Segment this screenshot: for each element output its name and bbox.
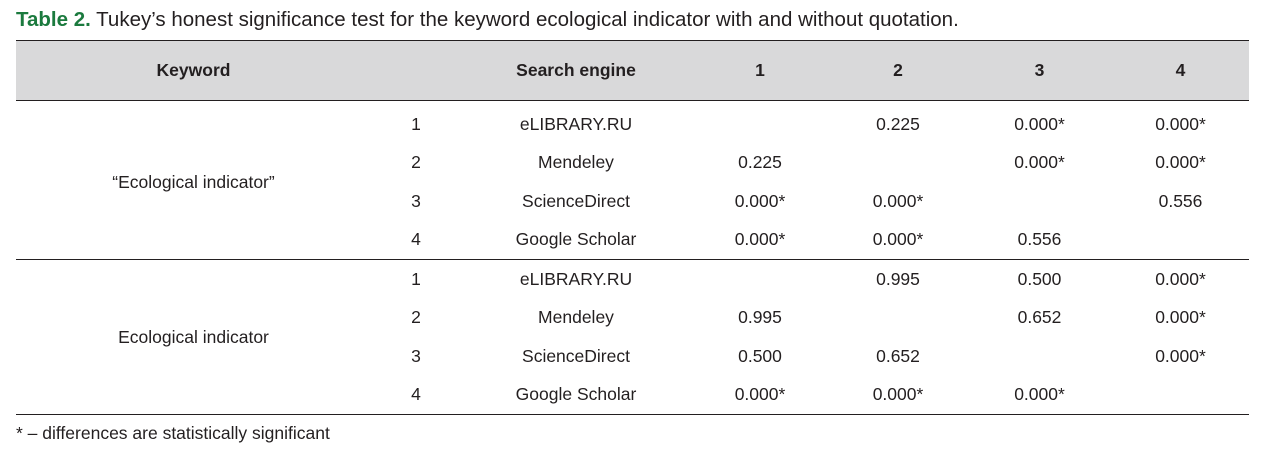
row-number: 1 bbox=[411, 268, 421, 289]
value-cell: 0.225 bbox=[876, 113, 920, 134]
row-number: 2 bbox=[411, 152, 421, 173]
header-blank bbox=[371, 41, 461, 101]
row-number: 3 bbox=[411, 190, 421, 211]
value-cell bbox=[829, 299, 967, 338]
value-cell: 0.000* bbox=[691, 221, 829, 260]
header-col-1: 1 bbox=[691, 41, 829, 101]
value-cell: 0.000* bbox=[734, 190, 786, 211]
value-cell bbox=[967, 182, 1112, 221]
table-caption bbox=[16, 6, 959, 34]
value-cell: 0.500 bbox=[1017, 268, 1062, 289]
caption-label: Table 2. bbox=[16, 8, 91, 31]
value-cell bbox=[691, 101, 829, 144]
row-number: 3 bbox=[411, 345, 421, 366]
table-header-row bbox=[16, 41, 1249, 101]
value-cell bbox=[829, 144, 967, 183]
value-cell: 0.500 bbox=[738, 345, 782, 366]
tukey-table bbox=[16, 40, 1249, 415]
search-engine-cell: Mendeley bbox=[538, 152, 614, 173]
header-col-2: 2 bbox=[829, 41, 967, 101]
row-number: 1 bbox=[411, 113, 421, 134]
header-search-engine: Search engine bbox=[461, 41, 691, 101]
value-cell: 0.000* bbox=[1155, 113, 1206, 134]
value-cell bbox=[691, 260, 829, 299]
row-number: 4 bbox=[371, 376, 461, 415]
value-cell: 0.652 bbox=[876, 345, 920, 366]
table-footnote: * – differences are statistically significant bbox=[16, 423, 330, 443]
value-cell bbox=[967, 337, 1112, 376]
value-cell bbox=[1112, 221, 1249, 260]
value-cell: 0.995 bbox=[876, 268, 920, 289]
value-cell: 0.000* bbox=[829, 221, 967, 260]
value-cell: 0.000* bbox=[1155, 345, 1206, 366]
value-cell: 0.000* bbox=[967, 376, 1112, 415]
value-cell: 0.995 bbox=[738, 307, 782, 328]
header-keyword: Keyword bbox=[16, 41, 371, 101]
value-cell: 0.000* bbox=[1014, 152, 1065, 173]
keyword-cell: Ecological indicator bbox=[16, 260, 371, 415]
value-cell: 0.000* bbox=[872, 190, 924, 211]
value-cell: 0.652 bbox=[1017, 307, 1062, 328]
value-cell: 0.000* bbox=[829, 376, 967, 415]
header-col-4: 4 bbox=[1112, 41, 1249, 101]
value-cell: 0.000* bbox=[1014, 113, 1065, 134]
search-engine-cell: Google Scholar bbox=[461, 221, 691, 260]
row-number: 2 bbox=[411, 307, 421, 328]
caption-text: Tukey’s honest significance test for the keyword ecological indicator with and without quotation. bbox=[96, 8, 959, 31]
value-cell: 0.225 bbox=[738, 152, 782, 173]
value-cell: 0.000* bbox=[1155, 268, 1206, 289]
header-col-3: 3 bbox=[967, 41, 1112, 101]
value-cell: 0.000* bbox=[1155, 307, 1206, 328]
value-cell: 0.000* bbox=[691, 376, 829, 415]
search-engine-cell: Google Scholar bbox=[461, 376, 691, 415]
value-cell: 0.556 bbox=[1158, 190, 1203, 211]
search-engine-cell: eLIBRARY.RU bbox=[519, 268, 633, 289]
row-number: 4 bbox=[371, 221, 461, 260]
table-row bbox=[16, 101, 1249, 144]
search-engine-cell: ScienceDirect bbox=[522, 345, 630, 366]
table-row bbox=[16, 260, 1249, 299]
value-cell bbox=[1112, 376, 1249, 415]
value-cell: 0.000* bbox=[1155, 152, 1206, 173]
search-engine-cell: Mendeley bbox=[538, 307, 614, 328]
search-engine-cell: ScienceDirect bbox=[522, 190, 630, 211]
value-cell: 0.556 bbox=[967, 221, 1112, 260]
keyword-cell: “Ecological indicator” bbox=[16, 101, 371, 260]
search-engine-cell: eLIBRARY.RU bbox=[519, 113, 633, 134]
